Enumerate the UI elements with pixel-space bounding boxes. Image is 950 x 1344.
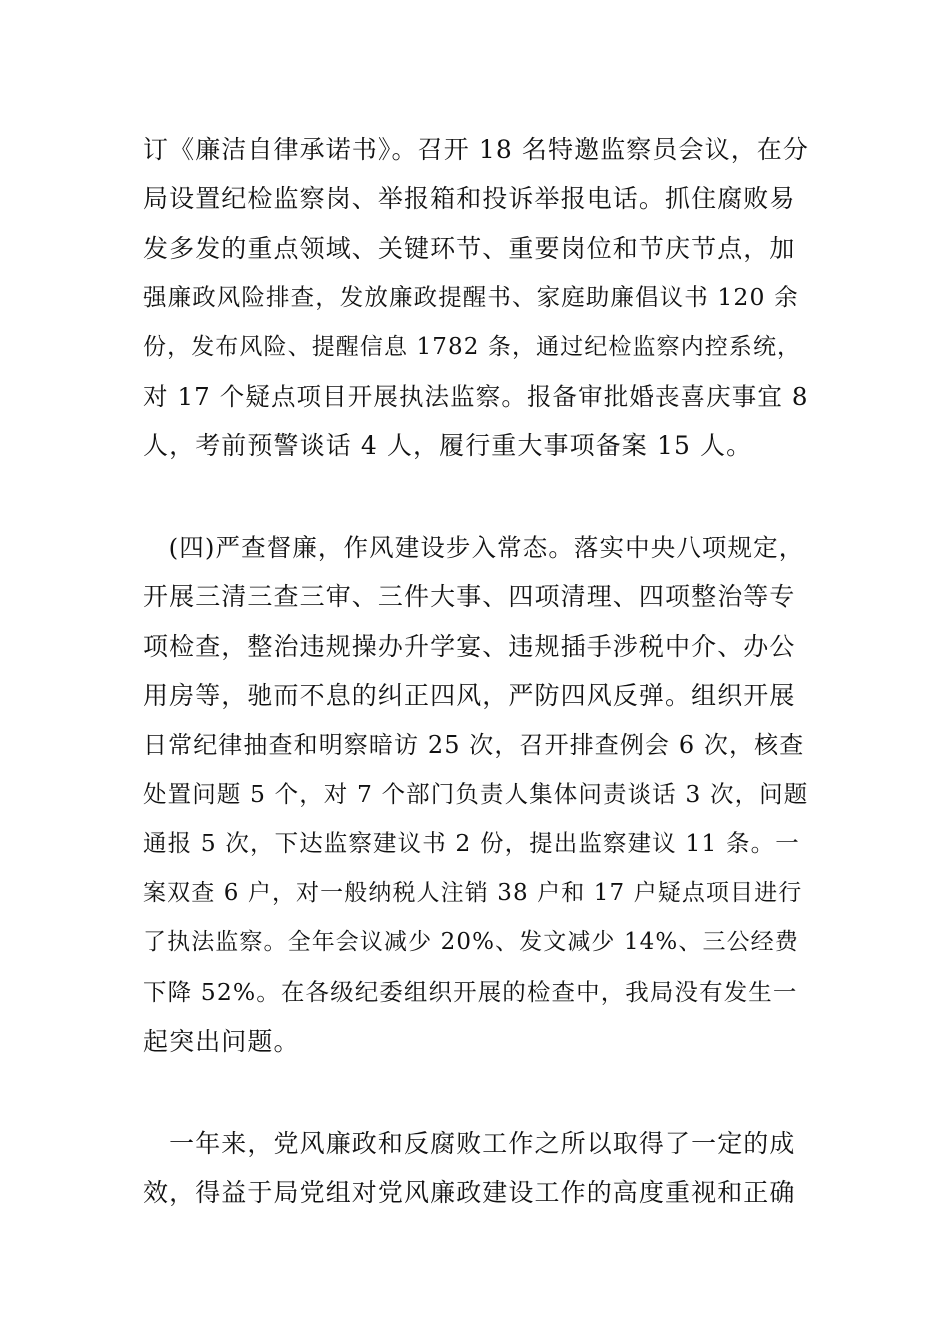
text-line: (四)严查督廉，作风建设步入常态。落实中央八项规定，: [143, 533, 805, 562]
text-line: 一年来，党风廉政和反腐败工作之所以取得了一定的成: [143, 1129, 796, 1158]
text-line: 发多发的重点领域、关键环节、重要岗位和节庆节点，加: [143, 233, 796, 263]
paragraph-discipline-measures: [143, 125, 809, 471]
text-line: 开展三清三查三审、三件大事、四项清理、四项整治等专: [143, 582, 796, 612]
text-line: 了执法监察。全年会议减少 20%、发文减少 14%、三公经费: [143, 929, 799, 956]
text-line: 处置问题 5 个，对 7 个部门负责人集体问责谈话 3 次，问题: [143, 779, 809, 808]
text-line: 通报 5 次，下达监察建议书 2 份，提出监察建议 11 条。一: [143, 829, 800, 858]
text-line: 项检查，整治违规操办升学宴、违规插手涉税中介、办公: [143, 631, 796, 661]
text-line: 份，发布风险、提醒信息 1782 条，通过纪检监察内控系统，: [143, 333, 802, 360]
paragraph-year-summary: [143, 1119, 809, 1218]
text-line: 下降 52%。在各级纪委组织开展的检查中，我局没有发生一: [143, 977, 798, 1006]
paragraph-section-four: [143, 523, 809, 1066]
text-line: 案双查 6 户，对一般纳税人注销 38 户和 17 户疑点项目进行: [143, 879, 803, 906]
text-line: 强廉政风险排查，发放廉政提醒书、家庭助廉倡议书 120 余: [143, 283, 799, 312]
text-line: 用房等，驰而不息的纠正四风，严防四风反弹。组织开展: [143, 681, 796, 711]
text-line: 人，考前预警谈话 4 人，履行重大事项备案 15 人。: [143, 431, 753, 461]
text-line: 日常纪律抽查和明察暗访 25 次，召开排查例会 6 次，核查: [143, 730, 805, 759]
text-line: 对 17 个疑点项目开展执法监察。报备审批婚丧喜庆事宜 8: [143, 381, 809, 411]
text-line: 起突出问题。: [143, 1026, 300, 1056]
text-line: 订《廉洁自律承诺书》。召开 18 名特邀监察员会议，在分: [143, 135, 810, 164]
text-line: 局设置纪检监察岗、举报箱和投诉举报电话。抓住腐败易: [143, 184, 796, 214]
text-line: 效，得益于局党组对党风廉政建设工作的高度重视和正确: [143, 1178, 796, 1208]
